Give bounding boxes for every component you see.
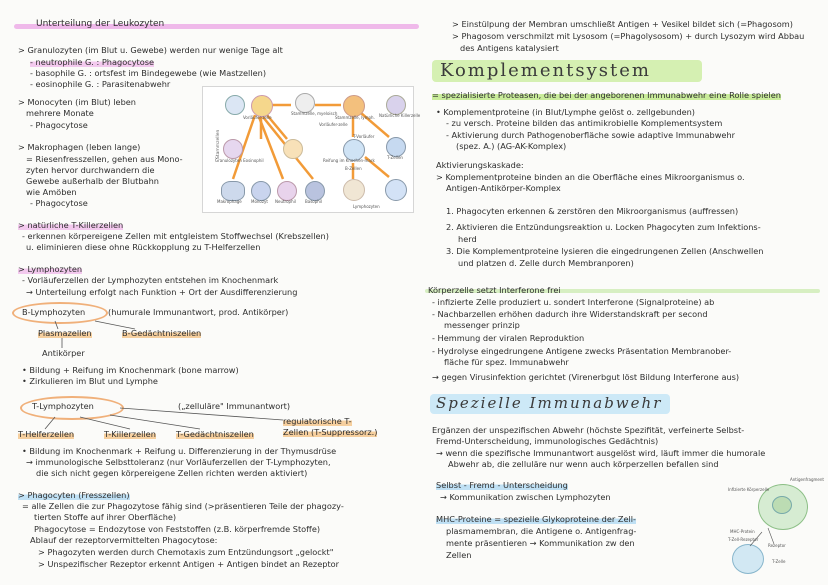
dlabel-granulozyten: Granulozyten Eosinophil [215, 158, 264, 163]
page-heading: Unterteilung der Leukozyten [36, 19, 165, 29]
line-lymph-3: → Unterteilung erfolgt nach Funktion + Ort der Ausdifferenzierung [26, 287, 298, 297]
dlabel-tprecursor: T-Vorläufer [353, 134, 375, 139]
r-bot-8: plasmamembran, die Antigene o. Antigenfrag- [446, 526, 637, 536]
dlabel-neutrophil: Neutrophil [275, 199, 296, 204]
dlabel-monozyt: Monozyt [251, 199, 268, 204]
dlabel-makrophage: Makrophage [217, 199, 242, 204]
line-makrophagen: > Makrophagen (leben lange) [18, 142, 141, 152]
r-int-8: → gegen Virusinfektion gerichtet (Virenerbgut löst Bildung Interferone aus) [432, 372, 740, 382]
line-killer-2: - erkennen körpereigene Zellen mit entgleistem Stoffwechsel (Krebszellen) [22, 231, 329, 241]
fig2-label-infected: Infizierte Körperzelle [728, 487, 770, 492]
stem-cell-myeloid [295, 93, 315, 113]
r-mid-13: und platzen d. Zelle durch Membranporen) [458, 258, 634, 268]
line-killer-3: u. eliminieren diese ohne Rückkopplung zu T-Helferzellen [26, 242, 261, 252]
r-mid-8: Antigen-Antikörper-Komplex [446, 183, 561, 193]
dlabel-stem-lymph: Stammzelle, lymph. [335, 115, 375, 120]
r-mid-1: = spezialisierte Proteasen, die bei der angeborenen Immunabwehr eine Rolle spielen [432, 90, 781, 100]
line-phago-6: > Phagozyten werden durch Chemotaxis zum Entzündungsort „gelockt" [38, 547, 334, 557]
line-lymph-2: - Vorläuferzellen der Lymphozyten entstehen im Knochenmark [22, 275, 279, 285]
r-mid-4: - Aktivierung durch Pathogenoberfläche sowie adaptive Immunabwehr [446, 130, 736, 140]
line-thymus-3: die sich nicht gegen körpereigene Zellen richten werden aktiviert) [36, 468, 308, 478]
t-cells [386, 137, 406, 157]
r-bot-10: Zellen [446, 550, 472, 560]
dlabel-nk: Natürliche Killerzelle [379, 113, 421, 118]
stem-cell-lymph [343, 95, 365, 117]
dlabel-reifung: Reifung im Knochen-mark [323, 158, 375, 163]
r-mid-11: herd [458, 234, 477, 244]
line-eosinophil: - eosinophile G. : Parasitenabwehr [30, 79, 171, 89]
line-makro-5: wie Amöben [26, 187, 77, 197]
r-mid-9: 1. Phagocyten erkennen & zerstören den Mikroorganismus (auffressen) [446, 206, 739, 216]
antikoerper: Antikörper [42, 348, 85, 358]
fig2-label-antigen: Antigenfragment [790, 477, 824, 482]
r-mid-12: 3. Die Komplementproteine lysieren die eingedrungenen Zellen (Anschwellen [446, 246, 764, 256]
monocyte-cell [251, 181, 271, 201]
r-int-4: messenger prinzip [444, 320, 520, 330]
t-helfer: T-Helferzellen [18, 429, 75, 439]
r-top-1: > Einstülpung der Membran umschließt Antigen + Vesikel bildet sich (=Phagosom) [452, 19, 793, 29]
line-phago-4: Phagocytose = Endozytose von Feststoffen (z.B. körperfremde Stoffe) [34, 524, 321, 534]
t-gedaechtnis: T-Gedächtniszellen [176, 429, 254, 439]
plasmazellen: Plasmazellen [38, 328, 92, 338]
mhc-figure [728, 478, 828, 585]
r-bot-2: Fremd-Unterscheidung, immunologisches Gedächtnis) [436, 436, 659, 446]
r-bot-5: Selbst - Fremd - Unterscheidung [436, 480, 568, 490]
line-bone: • Bildung + Reifung im Knochenmark (bone marrow) [22, 365, 239, 375]
line-circulate: • Zirkulieren im Blut und Lymphe [22, 376, 158, 386]
dlabel-stem-myeloid: Stammzelle, myeloisch [291, 111, 338, 116]
stem-cell-diagram [202, 86, 421, 213]
r-int-2: - infizierte Zelle produziert u. sondert Interferone (Signalproteine) ab [432, 297, 715, 307]
dlabel-basophil: Basophil [305, 199, 323, 204]
r-mid-3: - zu versch. Proteine bilden das antimikrobielle Komplementsystem [446, 118, 723, 128]
line-thymus-2: → immunologische Selbsttoleranz (nur Vorläuferzellen der T-Lymphozyten, [26, 457, 331, 467]
b-lymphozyten: B-Lymphozyten [22, 307, 86, 317]
r-mid-7: > Komplementproteine binden an die Oberfläche eines Mikroorganismus o. [436, 172, 745, 182]
r-top-2: > Phagosom verschmilzt mit Lysosom (=Phagolysosom) + durch Lysozym wird Abbau [452, 31, 805, 41]
r-int-1: Körperzelle setzt Interferone frei [428, 285, 561, 295]
r-top-3: des Antigens katalysiert [460, 43, 559, 53]
line-makro-6: - Phagocytose [30, 198, 88, 208]
r-bot-3: → wenn die spezifische Immunantwort ausgelöst wird, läuft immer die humorale [436, 448, 766, 458]
basophil-cell [305, 181, 325, 201]
dlabel-lymphozyten: Lymphozyten [353, 204, 380, 209]
line-thymus: • Bildung im Knochenmark + Reifung u. Differenzierung in der Thymusdrüse [22, 446, 337, 456]
b-gedaechtnis: B-Gedächtniszellen [122, 328, 202, 338]
line-makro-3: zyten hervor durchwandern die [26, 165, 155, 175]
myeloid-cell [251, 95, 273, 117]
line-monocyten: > Monocyten (im Blut) leben [18, 97, 136, 107]
title-spezielle-immunabwehr: Spezielle Immunabwehr [436, 394, 663, 412]
r-bot-9: mente präsentieren → Kommunikation zw den [446, 538, 635, 548]
fig2-label-mhc: MHC-Protein [730, 529, 755, 534]
r-int-3: - Nachbarzellen erhöhen dadurch ihre Widerstandskraft per second [432, 309, 708, 319]
r-bot-1: Ergänzen der unspezifischen Abwehr (höchste Spezifität, verfeinerte Selbst- [432, 425, 745, 435]
line-killer: > natürliche T-Killerzellen [18, 220, 124, 230]
r-mid-2: • Komplementproteine (in Blut/Lymphe gelöst o. zellgebunden) [436, 107, 695, 117]
line-lymphozyten: > Lymphozyten [18, 264, 83, 274]
dlabel-precursor-2: Vorläufer-zelle [319, 122, 348, 127]
fig2-label-tcell: T-Zelle [772, 559, 786, 564]
dlabel-bcells: B-Zellen [345, 166, 362, 171]
line-phago-5: Ablauf der rezeptorvermittelten Phagocytose: [30, 535, 218, 545]
t-zellulaer: („zelluläre" Immunantwort) [178, 401, 291, 411]
fig2-label-rezeptor: Rezeptor [768, 543, 786, 548]
b-humoral: (humurale Immunantwort, prod. Antikörper) [108, 307, 289, 317]
line-phago-2: = alle Zellen die zur Phagozytose fähig sind (>präsentieren Teile der phagozy- [22, 501, 344, 511]
line-phago-7: > Unspezifischer Rezeptor erkennt Antigen + Antigen bindet an Rezeptor [38, 559, 340, 569]
r-mid-5: (spez. A.) (AG-AK-Komplex) [456, 141, 567, 151]
dlabel-tcells: T-Zellen [387, 155, 403, 160]
stem-cell-1 [225, 95, 245, 115]
fig2-label-tcr: T-Zell-Rezeptor [728, 537, 759, 542]
line-monocyten-2: mehrere Monate [26, 108, 94, 118]
line-basophil: - basophile G. : ortsfest im Bindegewebe (wie Mastzellen) [30, 68, 267, 78]
r-bot-4: Abwehr ab, die zelluläre nur wenn auch körperzellen befallen sind [448, 459, 719, 469]
line-phago-3: tierten Stoffe auf ihrer Oberfläche) [34, 512, 177, 522]
lymphocyte-cell [385, 179, 407, 201]
neutrophil-cell [277, 181, 297, 201]
dlabel-precursor: Vorläufer-zelle [243, 115, 272, 120]
diagram-ylabel: Stammzellen [216, 129, 221, 159]
line-makro-4: Gewebe außerhalb der Blutbahn [26, 176, 159, 186]
line-monocyten-3: - Phagocytose [30, 120, 88, 130]
r-mid-10: 2. Aktivieren die Entzündungsreaktion u. Locken Phagocyten zum Infektions- [446, 222, 761, 232]
monocyte-precursor [283, 139, 303, 159]
line-neutrophil: - neutrophile G. : Phagocytose [30, 57, 155, 67]
r-bot-6: → Kommunikation zwischen Lymphozyten [440, 492, 611, 502]
t-regulatorisch: regulatorische T- [283, 416, 352, 426]
granulocyte-cell [223, 139, 243, 159]
r-int-5: - Hemmung der viralen Reproduktion [432, 333, 585, 343]
r-int-6: - Hydrolyse eingedrungene Antigene zwecks Präsentation Membranober- [432, 346, 732, 356]
line-phagocyten: > Phagocyten (Fresszellen) [18, 490, 130, 500]
t-lymphozyten: T-Lymphozyten [32, 401, 94, 411]
t-killer: T-Killerzellen [104, 429, 156, 439]
title-komplementsystem: Komplementsystem [440, 60, 651, 81]
r-mid-6: Aktivierungskaskade: [436, 160, 524, 170]
b-cells [343, 179, 365, 201]
nk-cell [386, 95, 406, 115]
r-bot-7: MHC-Proteine = spezielle Glykoproteine der Zell- [436, 514, 637, 524]
line-granulozyten: > Granulozyten (im Blut u. Gewebe) werden nur wenige Tage alt [18, 45, 283, 55]
t-regulatorisch-2: Zellen (T-Suppressorz.) [283, 427, 378, 437]
line-makro-2: = Riesenfresszellen, gehen aus Mono- [26, 154, 183, 164]
r-int-7: fläche für spez. Immunabwehr [444, 357, 569, 367]
macrophage-cell [221, 181, 245, 201]
